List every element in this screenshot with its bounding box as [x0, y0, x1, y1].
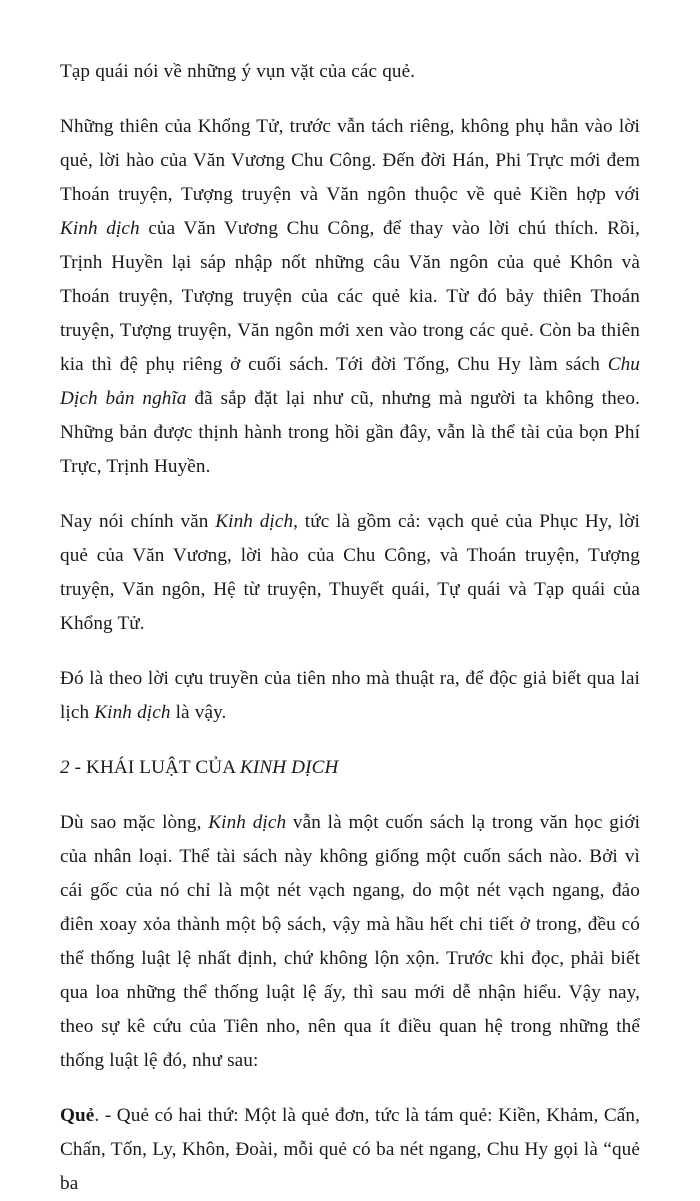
book-title-kinh-dich: Kinh dịch	[60, 218, 140, 239]
heading-title-italic: KINH DỊCH	[240, 757, 339, 778]
heading-number: 2	[60, 757, 70, 778]
paragraph-do-la-theo-loi	[60, 662, 640, 730]
paragraph-text-part: Những thiên của Khổng Tử, trước vẫn tách riêng, không phụ hẳn vào lời quẻ, lời hào của Văn Vương Chu Công. Đến đời Hán, Phi Trực mới đem Thoán truyện, Tượng truyện và Văn ngôn thuộc về quẻ Kiền hợp với	[60, 116, 640, 205]
section-heading	[60, 751, 640, 785]
paragraph-nhung-thien	[60, 110, 640, 484]
book-title-chu-dich-ban-nghia: Chu Dịch bản nghĩa	[60, 354, 640, 409]
paragraph-text-part: Dù sao mặc lòng,	[60, 812, 209, 833]
paragraph-que	[60, 1099, 640, 1201]
heading-text: KHÁI LUẬT CỦA	[86, 757, 241, 778]
paragraph-text-part: của Văn Vương Chu Công, để thay vào lời chú thích. Rồi, Trịnh Huyền lại sáp nhập nốt những câu Văn ngôn của quẻ Khôn và Thoán truyện, Tượng truyện của các quẻ kia. Từ đó bảy thiên Thoán truyện, Tượng truyện, Văn ngôn mới xen vào trong các quẻ. Còn ba thiên kia thì đệ phụ riêng ở cuối sách. Tới đời Tống, Chu Hy làm sách	[60, 218, 640, 375]
book-title-kinh-dich: Kinh dịch	[208, 812, 287, 833]
paragraph-text-part: , tức là gồm cả: vạch quẻ của Phục Hy, lời quẻ của Văn Vương, lời hào của Chu Công, và Thoán truyện, Tượng truyện, Văn ngôn, Hệ từ truyện, Thuyết quái, Tự quái và Tạp quái của Khổng Tử.	[60, 511, 640, 634]
document-body	[60, 55, 640, 1201]
paragraph-text-part: đã sắp đặt lại như cũ, nhưng mà người ta không theo. Những bản được thịnh hành trong hồi gần đây, vẫn là thể tài của bọn Phí Trực, Trịnh Huyền.	[60, 388, 640, 477]
paragraph-text: Tạp quái nói về những ý vụn vặt của các quẻ.	[60, 61, 416, 82]
term-que: Quẻ	[60, 1105, 95, 1126]
paragraph-du-sao-mac-long	[60, 806, 640, 1078]
paragraph-text-part: . - Quẻ có hai thứ: Một là quẻ đơn, tức là tám quẻ: Kiền, Khảm, Cấn, Chấn, Tốn, Ly, Khôn, Đoài, mỗi quẻ có ba nét ngang, Chu Hy gọi là “quẻ ba	[60, 1105, 640, 1194]
paragraph-tap-quai	[60, 55, 640, 89]
paragraph-text-part: là vậy.	[170, 702, 227, 723]
book-title-kinh-dich: Kinh dịch	[215, 511, 294, 532]
book-title-kinh-dich: Kinh dịch	[94, 702, 171, 723]
paragraph-text-part: Nay nói chính văn	[60, 511, 216, 532]
paragraph-nay-noi-chinh-van	[60, 505, 640, 641]
paragraph-text-part: vẫn là một cuốn sách lạ trong văn học giới của nhân loại. Thể tài sách này không giống một cuốn sách nào. Bởi vì cái gốc của nó chỉ là một nét vạch ngang, do một nét vạch ngang, đảo điên xoay xỏa thành một bộ sách, vậy mà hầu hết chi tiết ở trong, đều có thể thống luật lệ nhất định, chứ không lộn xộn. Trước khi đọc, phải biết qua loa những thể thống luật lệ ấy, thì sau mới dễ nhận hiểu. Vậy nay, theo sự kê cứu của Tiên nho, nên qua ít điều quan hệ trong những thể thống luật lệ đó, như sau:	[60, 812, 640, 1071]
paragraph-text-part: Đó là theo lời cựu truyền của tiên nho mà thuật ra, để độc giả biết qua lai lịch	[60, 668, 640, 723]
heading-separator: -	[69, 757, 86, 778]
